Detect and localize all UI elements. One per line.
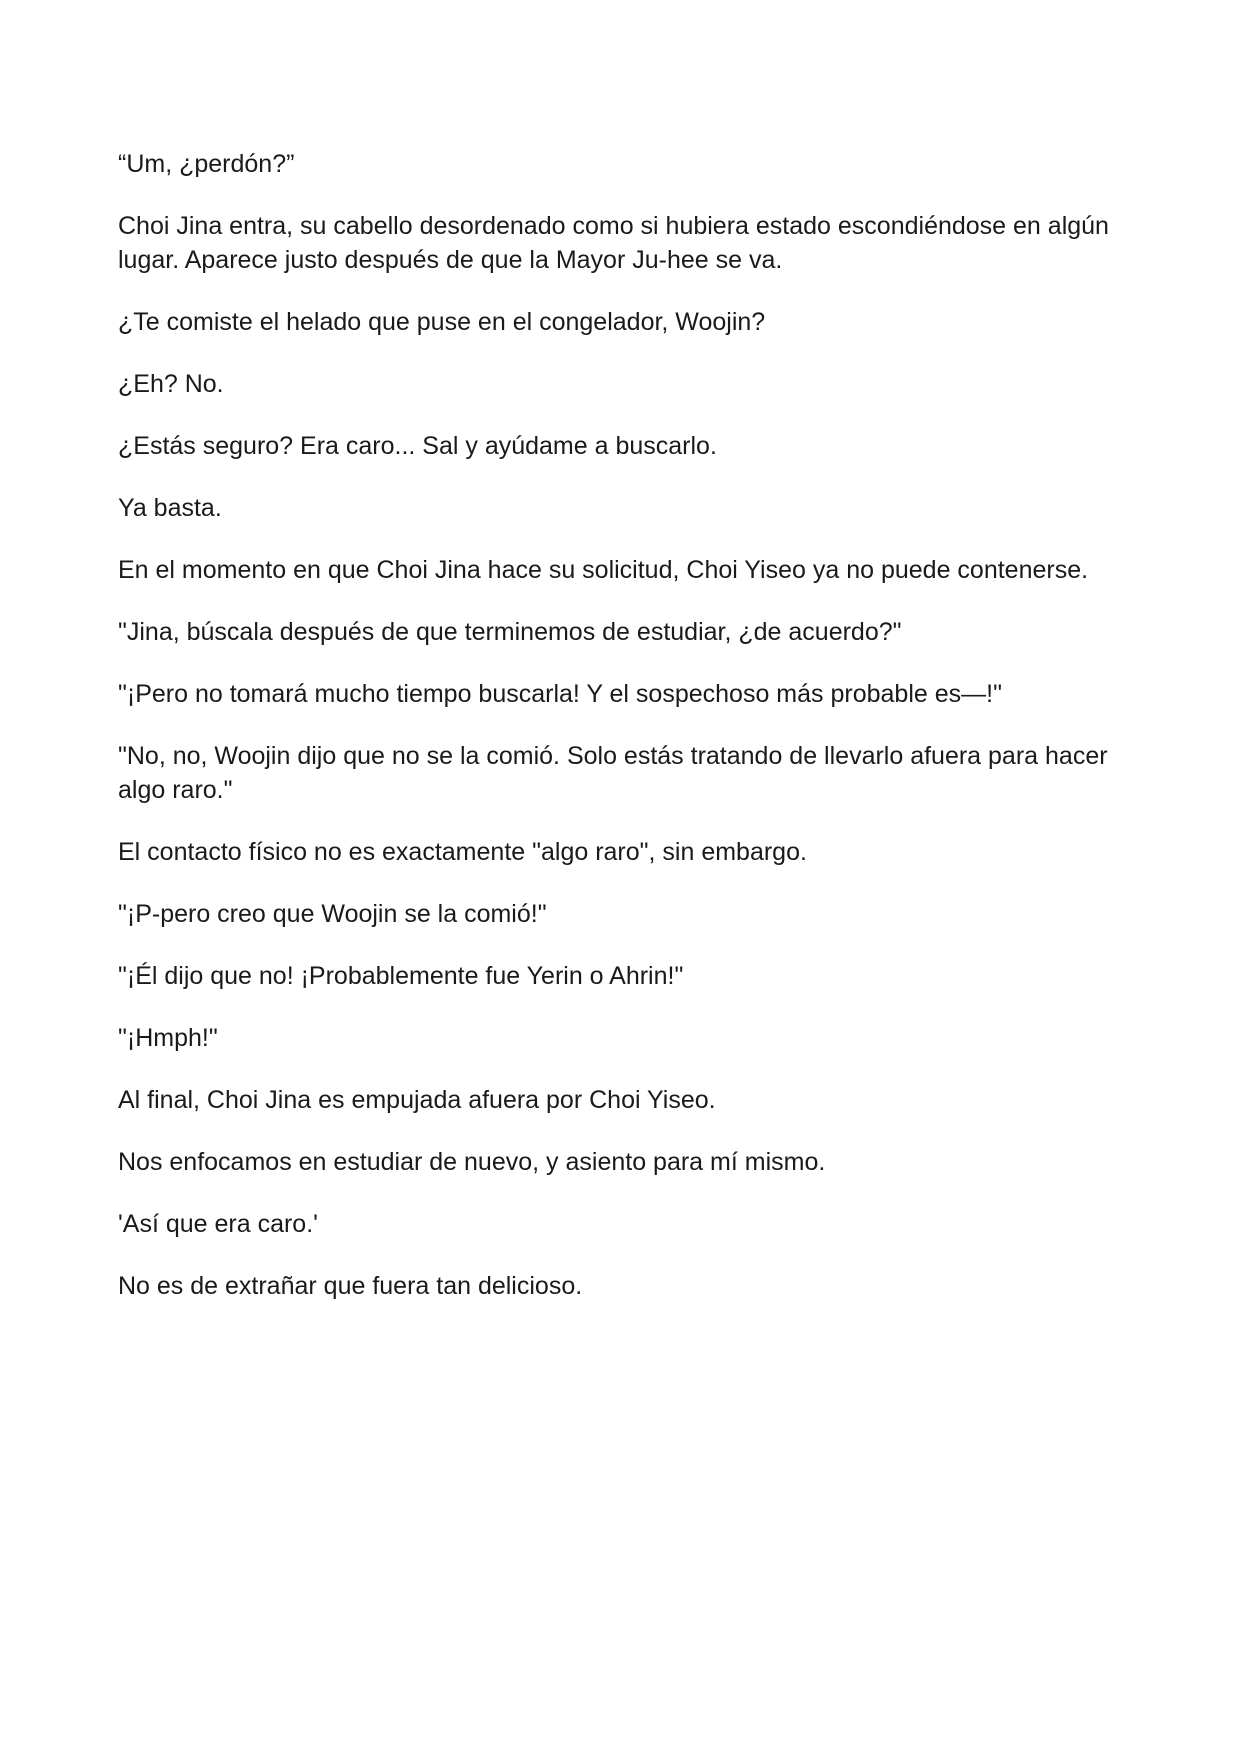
paragraph: "Jina, búscala después de que terminemos de estudiar, ¿de acuerdo?" [118,618,902,646]
paragraph: No es de extrañar que fuera tan delicioso. [118,1272,583,1300]
document-body [118,147,1128,1331]
paragraph: ¿Estás seguro? Era caro... Sal y ayúdame a buscarlo. [118,432,717,460]
paragraph: Ya basta. [118,494,222,522]
paragraph: El contacto físico no es exactamente "algo raro", sin embargo. [118,838,807,866]
paragraph: ¿Te comiste el helado que puse en el congelador, Woojin? [118,308,766,336]
paragraph: "¡P-pero creo que Woojin se la comió!" [118,900,547,928]
paragraph: Nos enfocamos en estudiar de nuevo, y asiento para mí mismo. [118,1148,826,1176]
paragraph: ¿Eh? No. [118,370,224,398]
paragraph: En el momento en que Choi Jina hace su solicitud, Choi Yiseo ya no puede contenerse. [118,556,1089,584]
paragraph: "No, no, Woojin dijo que no se la comió. Solo estás tratando de llevarlo afuera para hacer algo raro." [118,742,1108,804]
paragraph: 'Así que era caro.' [118,1210,318,1238]
paragraph: Al final, Choi Jina es empujada afuera por Choi Yiseo. [118,1086,716,1114]
paragraph: "¡Pero no tomará mucho tiempo buscarla! Y el sospechoso más probable es—!" [118,680,1002,708]
paragraph: "¡Hmph!" [118,1024,218,1052]
paragraph: Choi Jina entra, su cabello desordenado como si hubiera estado escondiéndose en algún lugar. Aparece justo después de que la Mayor Ju-hee se va. [118,212,1109,274]
paragraph: "¡Él dijo que no! ¡Probablemente fue Yerin o Ahrin!" [118,962,684,990]
paragraph: “Um, ¿perdón?” [118,150,295,178]
